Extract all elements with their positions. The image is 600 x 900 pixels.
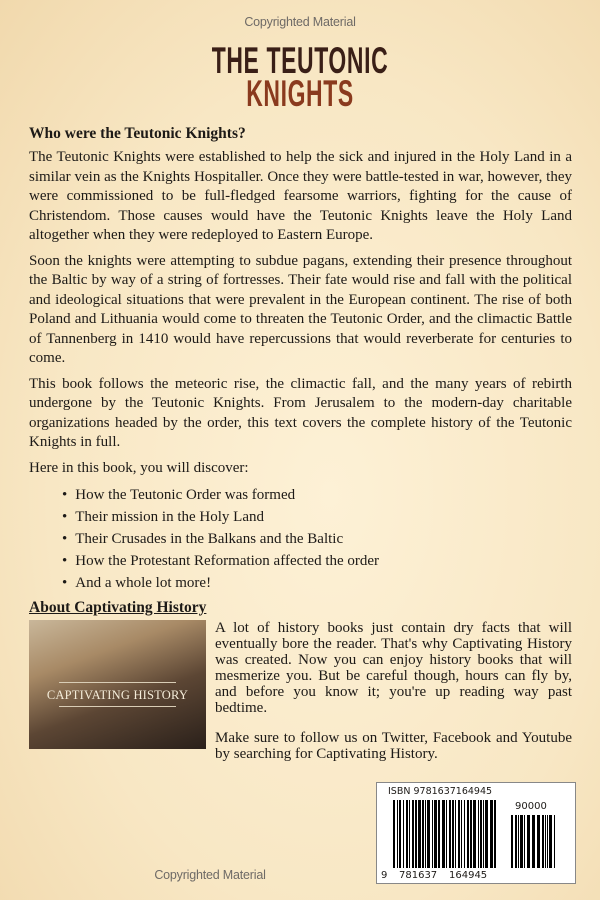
barcode-bar [432, 800, 433, 868]
barcode-bar [418, 800, 421, 868]
logo-caption: CAPTIVATING HISTORY [46, 688, 189, 702]
paragraph-3: This book follows the meteoric rise, the climactic fall, and the many years of rebirth undergone by the Teutonic Knights. From Jerusalem to the modern-day charitable organizations headed by the order, this text covers the complete history of the Teutonic Knights in full. [29, 375, 572, 450]
barcode-bar [434, 800, 437, 868]
barcode-bar [527, 815, 530, 868]
barcode-bar [549, 815, 552, 868]
barcode-bar [478, 800, 479, 868]
barcode-bar [537, 815, 540, 868]
isbn-label: ISBN 9781637164945 [388, 786, 493, 797]
list-item: • Their Crusades in the Balkans and the Baltic [62, 528, 572, 550]
barcode-digit-lead: 9 [381, 870, 388, 881]
description-column [29, 124, 572, 776]
barcode-digits-right: 164945 [449, 870, 488, 881]
copyright-watermark-bottom: Copyrighted Material [154, 868, 266, 882]
barcode-bar [485, 800, 488, 868]
section-heading: Who were the Teutonic Knights? [29, 125, 246, 142]
barcode-bar [532, 815, 535, 868]
bullet-list [62, 484, 572, 594]
book-title-line1: THE TEUTONIC [211, 40, 389, 81]
price-addon: 90000 [515, 801, 547, 812]
barcode-bar [409, 800, 410, 868]
barcode-bar [458, 800, 460, 868]
barcode-bar [415, 800, 417, 868]
copyright-watermark-top: Copyrighted Material [244, 15, 356, 29]
barcode-bar [515, 815, 517, 868]
barcode-bar [438, 800, 440, 868]
barcode-bar [449, 800, 451, 868]
barcode-bar [427, 800, 430, 868]
barcode-bar [490, 800, 493, 868]
barcode-bar [467, 800, 469, 868]
barcode-bar [542, 815, 544, 868]
barcode-bar [518, 815, 519, 868]
barcode-bar [461, 800, 462, 868]
barcode-bar [393, 800, 395, 868]
barcode-bar [422, 800, 424, 868]
barcode-bar [452, 800, 454, 868]
about-text-1: A lot of history books just contain dry facts that will eventually bore the reader. That's why Captivating History was created. Now you can enjoy history books that will mesmerize you. But be careful though, hours can fly by, and before you know it; you're up reading way past bedtime. [215, 620, 572, 716]
list-item: • How the Protestant Reformation affected the order [62, 550, 572, 572]
ornament-divider [59, 706, 176, 707]
about-section [29, 620, 572, 776]
barcode-bar [442, 800, 445, 868]
paragraph-1: The Teutonic Knights were established to help the sick and injured in the Holy Land in a similar vein as the Knights Hospitaller. Once they were battle-tested in war, however, they were commissioned to be full-fledged fearsome warriors, fighting for the cause of Christendom. Those causes would have the Teutonic Knights leave the Holy Land altogether when they were redeployed to Eastern Europe. [29, 149, 572, 243]
barcode-bar [412, 800, 414, 868]
list-item: • Their mission in the Holy Land [62, 506, 572, 528]
about-text-column [215, 620, 572, 776]
barcode-bar [470, 800, 472, 868]
barcode-digits-left: 781637 [399, 870, 438, 881]
barcode-bar [520, 815, 523, 868]
barcode-bar [425, 800, 426, 868]
barcode-bar [545, 815, 546, 868]
barcode-bar [397, 800, 398, 868]
about-heading: About Captivating History [29, 599, 207, 616]
barcode-bar [554, 815, 555, 868]
barcode-bar [446, 800, 447, 868]
barcode-bar [524, 815, 525, 868]
list-item: • And a whole lot more! [62, 572, 572, 594]
about-text-2: Make sure to follow us on Twitter, Facebook and Youtube by searching for Captivating History. [215, 730, 572, 762]
barcode-bar [511, 815, 513, 868]
publisher-logo-image [29, 620, 206, 749]
ornament-divider [59, 682, 176, 683]
barcode-bar [494, 800, 496, 868]
barcode-bar [483, 800, 484, 868]
barcode-bar [455, 800, 456, 868]
barcode-bar [399, 800, 401, 868]
discover-intro: Here in this book, you will discover: [29, 459, 249, 476]
list-item: • How the Teutonic Order was formed [62, 484, 572, 506]
paragraph-2: Soon the knights were attempting to subdue pagans, extending their presence throughout the Baltic by way of a string of fortresses. Their fate would rise and fall with the political and ideological situations that were prevalent in the European continent. The rise of both Poland and Lithuania would come to threaten the Teutonic Order, and the climactic Battle of Tannenberg in 1410 would have repercussions that would reverberate for centuries to come. [29, 252, 572, 366]
barcode-bar [473, 800, 476, 868]
barcode-bar [480, 800, 482, 868]
barcode-bar [547, 815, 548, 868]
barcode-bar [406, 800, 408, 868]
barcode-bar [403, 800, 404, 868]
barcode-bar [464, 800, 465, 868]
book-title-line2: KNIGHTS [246, 73, 354, 114]
